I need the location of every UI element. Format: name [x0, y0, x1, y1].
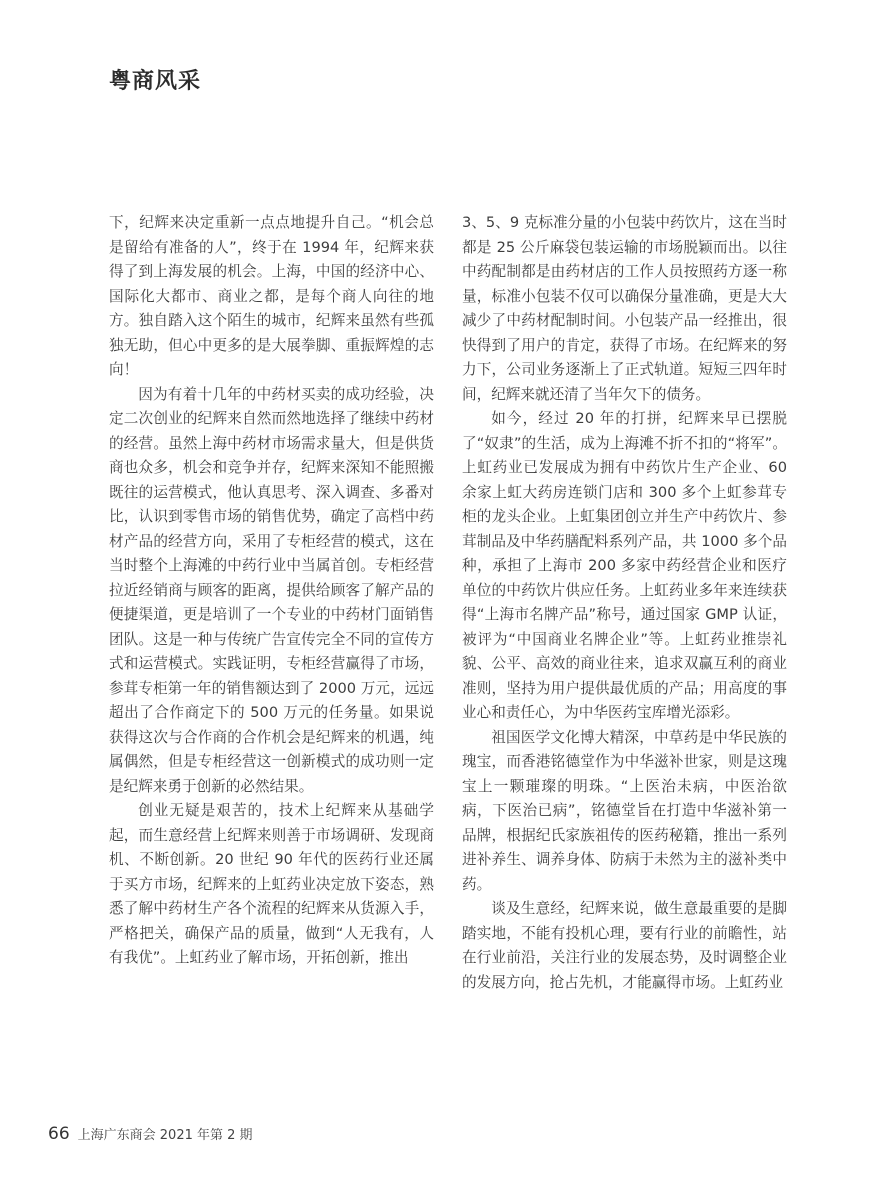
right-column	[462, 211, 787, 995]
paragraph: 因为有着十几年的中药材买卖的成功经验，决定二次创业的纪辉来自然而然地选择了继续中药材的经营。虽然上海中药材市场需求量大，但是供货商也众多，机会和竞争并存，纪辉来深知不能照搬既往的运营模式，他认真思考、深入调查、多番对比，认识到零售市场的销售优势，确定了高档中药材产品的经营方向，采用了专柜经营的模式，这在当时整个上海滩的中药行业中当属首创。专柜经营拉近经销商与顾客的距离，提供给顾客了解产品的便捷渠道，更是培训了一个专业的中药材门面销售团队。这是一种与传统广告宣传完全不同的宣传方式和运营模式。实践证明，专柜经营赢得了市场，参茸专柜第一年的销售额达到了 2000 万元，远远超出了合作商定下的 500 万元的任务量。如果说获得这次与合作商的合作机会是纪辉来的机遇，纯属偶然，但是专柜经营这一创新模式的成功则一定是纪辉来勇于创新的必然结果。	[109, 385, 434, 795]
page-footer	[48, 1124, 253, 1144]
left-column	[109, 211, 434, 971]
paragraph: 谈及生意经，纪辉来说，做生意最重要的是脚踏实地，不能有投机心理，要有行业的前瞻性，站在行业前沿，关注行业的发展态势，及时调整企业的发展方向，抢占先机，才能赢得市场。上虹药业	[462, 900, 787, 991]
paragraph: 下，纪辉来决定重新一点点地提升自己。“机会总是留给有准备的人”，终于在 1994 年，纪辉来获得了到上海发展的机会。上海，中国的经济中心、国际化大都市、商业之都，是每个商人向往的地方。独自踏入这个陌生的城市，纪辉来虽然有些孤独无助，但心中更多的是大展拳脚、重振辉煌的志向！	[109, 214, 434, 378]
paragraph: 创业无疑是艰苦的，技术上纪辉来从基础学起，而生意经营上纪辉来则善于市场调研、发现商机、不断创新。20 世纪 90 年代的医药行业还属于买方市场，纪辉来的上虹药业决定放下姿态，熟悉了解中药材生产各个流程的纪辉来从货源入手，严格把关，确保产品的质量，做到“人无我有，人有我优”。上虹药业了解市场，开拓创新，推出	[109, 802, 434, 966]
paragraph: 3、5、9 克标准分量的小包装中药饮片，这在当时都是 25 公斤麻袋包装运输的市场脱颖而出。以往中药配制都是由药材店的工作人员按照药方逐一称量，标准小包装不仅可以确保分量准确，更是大大减少了中药材配制时间。小包装产品一经推出，很快得到了用户的肯定，获得了市场。在纪辉来的努力下，公司业务逐渐上了正式轨道。短短三四年时间，纪辉来就还清了当年欠下的债务。	[462, 214, 787, 403]
publication-info: 上海广东商会 2021 年第 2 期	[77, 1128, 253, 1143]
page-number: 66	[48, 1124, 70, 1144]
paragraph: 祖国医学文化博大精深，中草药是中华民族的瑰宝，而香港铭德堂作为中华滋补世家，则是这瑰宝上一颗璀璨的明珠。“上医治未病，中医治欲病，下医治已病”，铭德堂旨在打造中华滋补第一品牌，根据纪氏家族祖传的医药秘籍，推出一系列进补养生、调养身体、防病于未然为主的滋补类中药。	[462, 728, 787, 893]
section-title: 粤商风采	[109, 69, 202, 94]
paragraph: 如今，经过 20 年的打拼，纪辉来早已摆脱了“奴隶”的生活，成为上海滩不折不扣的“将军”。上虹药业已发展成为拥有中药饮片生产企业、60 余家上虹大药房连锁门店和 300 多个上虹参茸专柜的龙头企业。上虹集团创立并生产中药饮片、参茸制品及中华药膳配料系列产品，共 1000 多个品种，承担了上海市 200 多家中药经营企业和医疗单位的中药饮片供应任务。上虹药业多年来连续获得“上海市名牌产品”称号，通过国家 GMP 认证，被评为“中国商业名牌企业”等。上虹药业推崇礼貌、公平、高效的商业往来，追求双赢互利的商业准则，坚持为用户提供最优质的产品；用高度的事业心和责任心，为中华医药宝库增光添彩。	[462, 410, 787, 721]
